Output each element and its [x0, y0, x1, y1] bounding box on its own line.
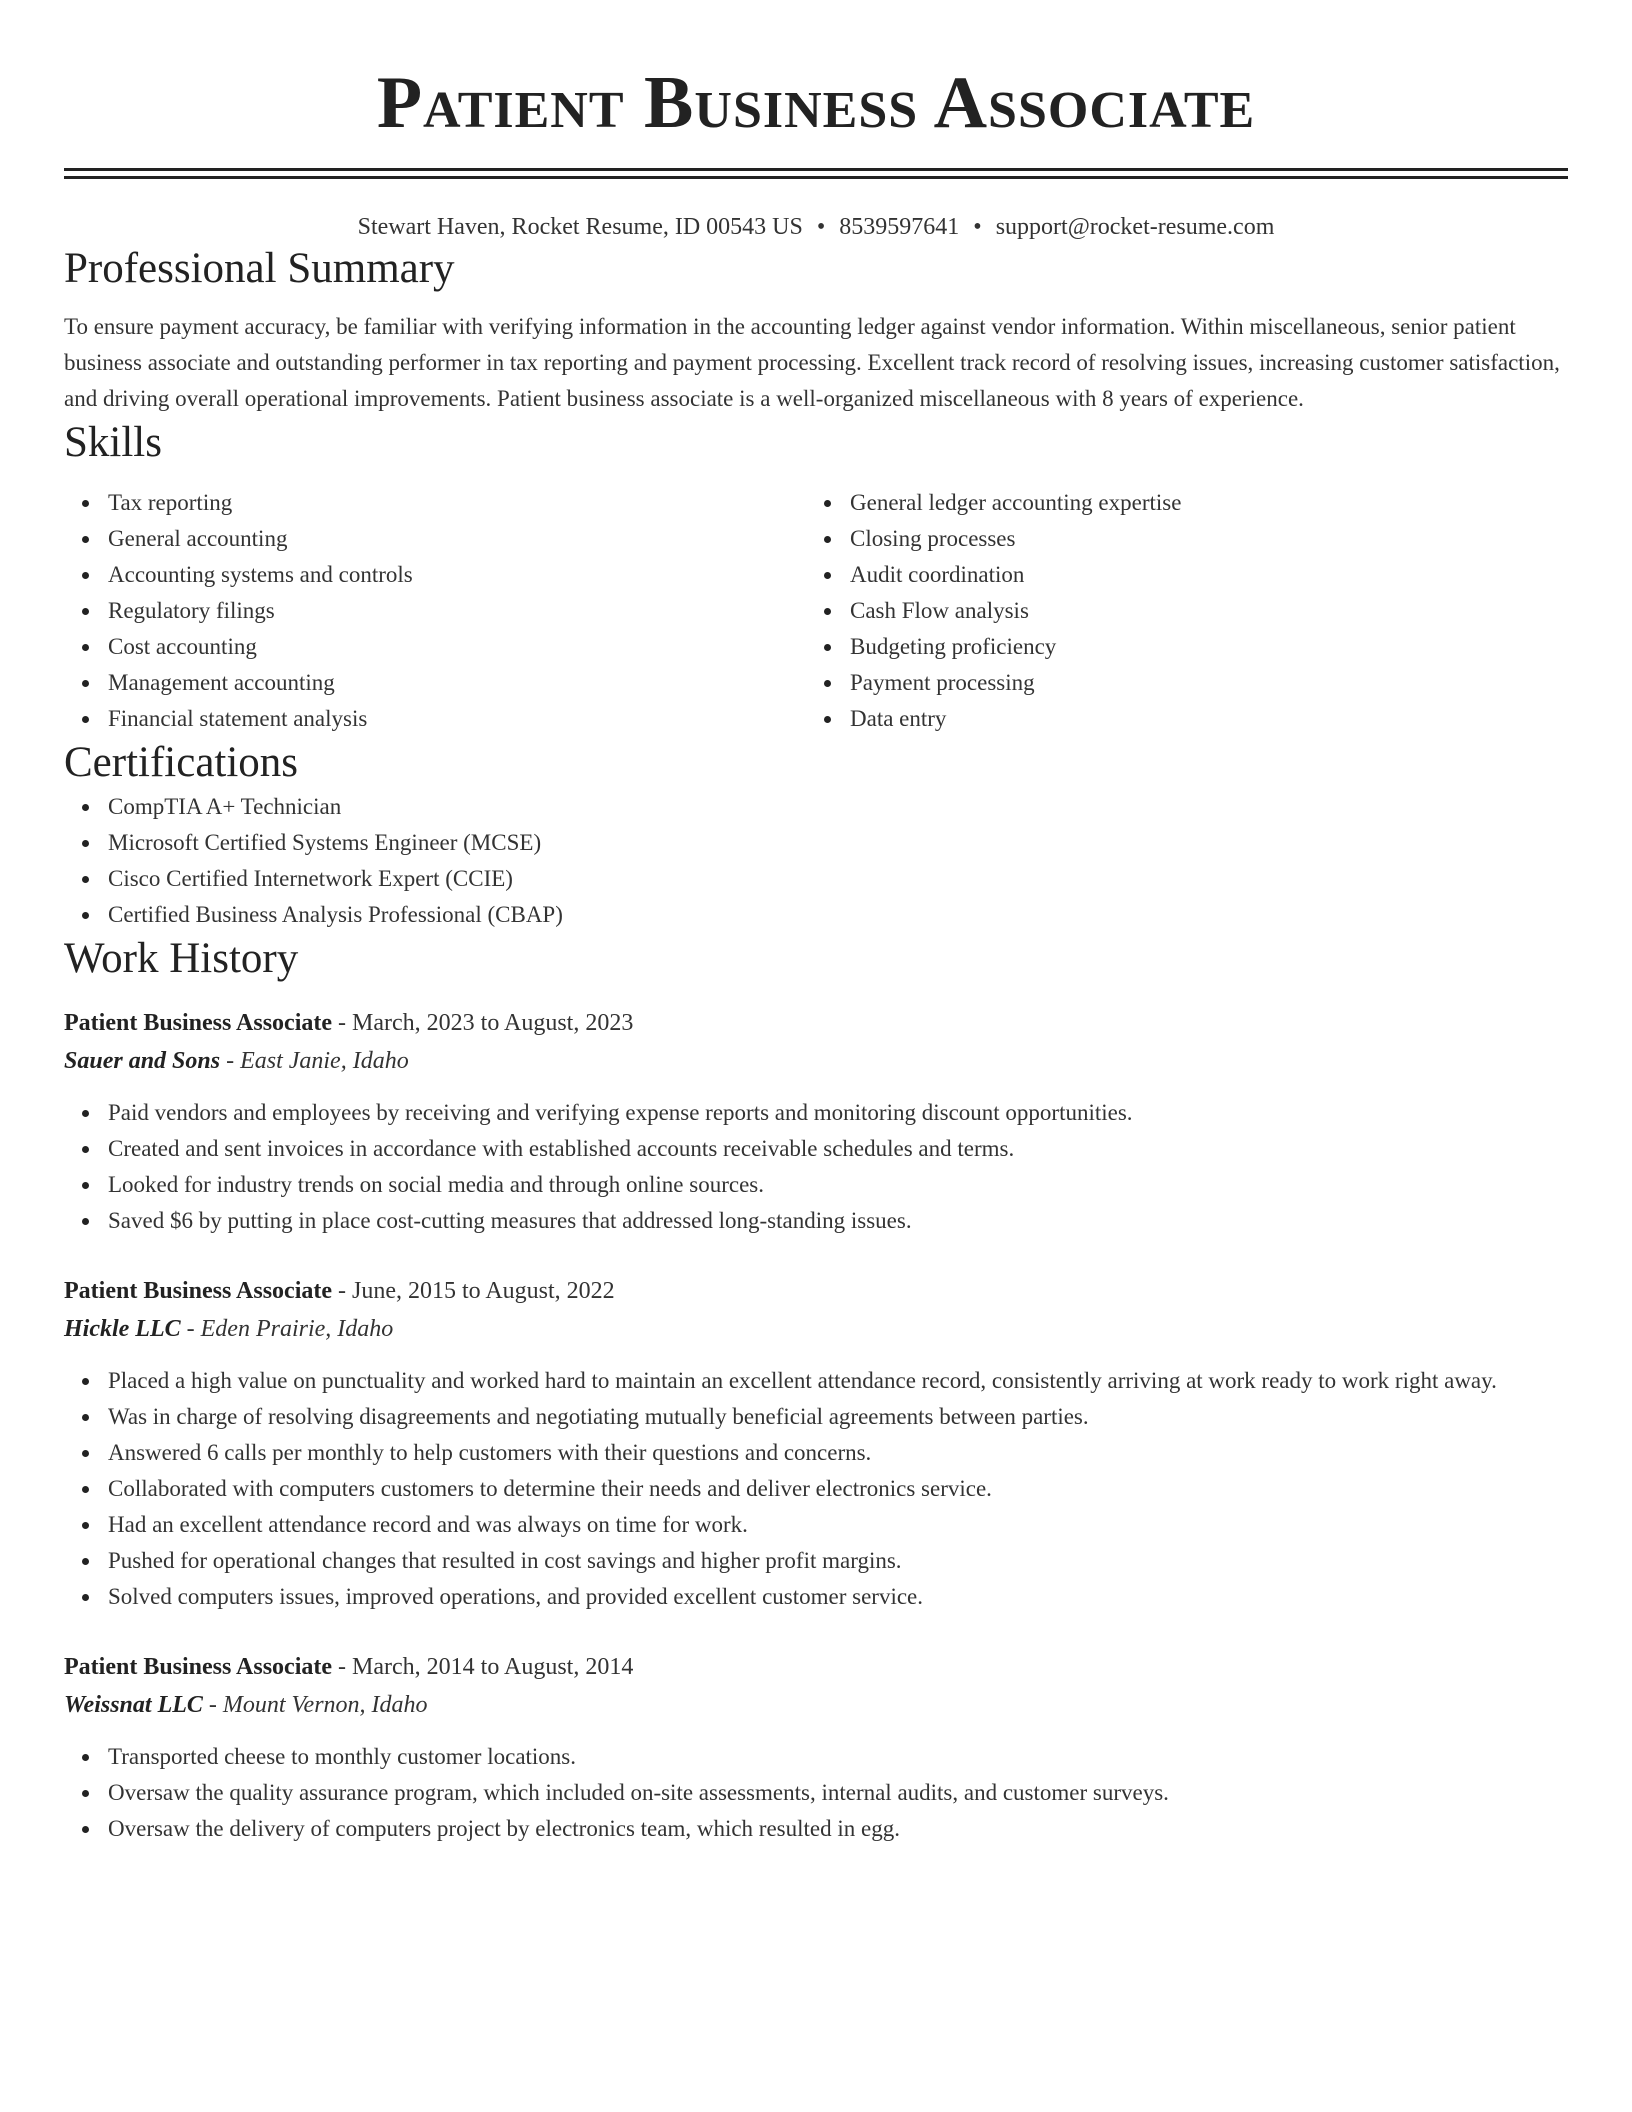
skill-item: Data entry	[806, 701, 1548, 737]
certification-item: Microsoft Certified Systems Engineer (MCSE)	[64, 825, 1568, 861]
contact-separator: •	[973, 214, 982, 240]
skills-heading: Skills	[64, 419, 162, 466]
certifications-heading: Certifications	[64, 739, 299, 786]
job-employer	[64, 1309, 1568, 1349]
certifications-list	[64, 789, 1568, 933]
job-duty: Solved computers issues, improved operations, and provided excellent customer service.	[64, 1579, 1568, 1615]
job-role: Patient Business Associate	[64, 1654, 333, 1680]
skill-item: General ledger accounting expertise	[806, 485, 1548, 521]
skills-left-list	[64, 485, 806, 737]
resume-name: Patient Business Associate	[376, 62, 1256, 144]
job-duty: Answered 6 calls per monthly to help customers with their questions and concerns.	[64, 1435, 1568, 1471]
skill-item: Accounting systems and controls	[64, 557, 806, 593]
job-header	[64, 1649, 1568, 1685]
job-duty: Transported cheese to monthly customer locations.	[64, 1739, 1568, 1775]
job-entry	[64, 1005, 1568, 1239]
job-location: - Eden Prairie, Idaho	[180, 1316, 394, 1342]
contact-separator: •	[816, 214, 826, 240]
job-location: - East Janie, Idaho	[220, 1048, 409, 1074]
job-company: Weissnat LLC	[64, 1692, 203, 1718]
job-entry	[64, 1273, 1568, 1615]
job-header	[64, 1273, 1568, 1309]
skill-item: Management accounting	[64, 665, 806, 701]
certification-item: Certified Business Analysis Professional (CBAP)	[64, 897, 1568, 933]
contact-email: support@rocket-resume.com	[995, 214, 1275, 240]
job-header	[64, 1005, 1568, 1041]
job-role: Patient Business Associate	[64, 1010, 333, 1036]
job-duty: Saved $6 by putting in place cost-cutting measures that addressed long-standing issues.	[64, 1203, 1568, 1239]
certification-item: Cisco Certified Internetwork Expert (CCIE)	[64, 861, 1568, 897]
skill-item: Payment processing	[806, 665, 1548, 701]
job-duty: Oversaw the delivery of computers project by electronics team, which resulted in egg.	[64, 1811, 1568, 1847]
job-duty: Paid vendors and employees by receiving and verifying expense reports and monitoring discount opportunities.	[64, 1095, 1568, 1131]
job-dates: - March, 2014 to August, 2014	[332, 1654, 634, 1680]
job-duty: Was in charge of resolving disagreements and negotiating mutually beneficial agreements between parties.	[64, 1399, 1568, 1435]
certification-item: CompTIA A+ Technician	[64, 789, 1568, 825]
skills-columns	[64, 485, 1568, 737]
job-duty: Collaborated with computers customers to determine their needs and deliver electronics service.	[64, 1471, 1568, 1507]
skill-item: Tax reporting	[64, 485, 806, 521]
skill-item: Cash Flow analysis	[806, 593, 1548, 629]
job-employer	[64, 1041, 1568, 1081]
job-duty: Looked for industry trends on social media and through online sources.	[64, 1167, 1568, 1203]
contact-line	[64, 211, 1568, 243]
job-company: Hickle LLC	[64, 1316, 181, 1342]
skill-item: Audit coordination	[806, 557, 1548, 593]
skills-right-list	[806, 485, 1548, 737]
summary-text: To ensure payment accuracy, be familiar with verifying information in the accounting ledger against vendor information. Within miscellaneous, senior patient business associate and outstanding performer in tax reporting and payment processing. Excellent track record of resolving issues, increasing customer satisfaction, and driving overall operational improvements. Patient business associate is a well-organized miscellaneous with 8 years of experience.	[64, 314, 1560, 411]
job-duties-list	[64, 1095, 1568, 1239]
work-history-heading: Work History	[64, 935, 299, 982]
skill-item: Cost accounting	[64, 629, 806, 665]
job-duties-list	[64, 1739, 1568, 1847]
job-location: - Mount Vernon, Idaho	[202, 1692, 428, 1718]
skill-item: General accounting	[64, 521, 806, 557]
skill-item: Budgeting proficiency	[806, 629, 1548, 665]
job-entry	[64, 1649, 1568, 1847]
header-double-rule	[64, 168, 1568, 179]
job-duty: Created and sent invoices in accordance with established accounts receivable schedules and terms.	[64, 1131, 1568, 1167]
job-duty: Had an excellent attendance record and was always on time for work.	[64, 1507, 1568, 1543]
resume-page	[64, 0, 1568, 1847]
job-dates: - June, 2015 to August, 2022	[332, 1278, 615, 1304]
contact-address: Stewart Haven, Rocket Resume, ID 00543 US	[357, 214, 803, 240]
summary-heading: Professional Summary	[64, 245, 455, 292]
contact-phone: 8539597641	[839, 214, 960, 240]
job-company: Sauer and Sons	[64, 1048, 221, 1074]
skill-item: Regulatory filings	[64, 593, 806, 629]
job-role: Patient Business Associate	[64, 1278, 333, 1304]
skill-item: Closing processes	[806, 521, 1548, 557]
job-duty: Pushed for operational changes that resulted in cost savings and higher profit margins.	[64, 1543, 1568, 1579]
skill-item: Financial statement analysis	[64, 701, 806, 737]
job-employer	[64, 1685, 1568, 1725]
job-dates: - March, 2023 to August, 2023	[332, 1010, 634, 1036]
job-duties-list	[64, 1363, 1568, 1615]
job-duty: Oversaw the quality assurance program, which included on-site assessments, internal audits, and customer surveys.	[64, 1775, 1568, 1811]
job-duty: Placed a high value on punctuality and worked hard to maintain an excellent attendance record, consistently arriving at work ready to work right away.	[64, 1363, 1568, 1399]
